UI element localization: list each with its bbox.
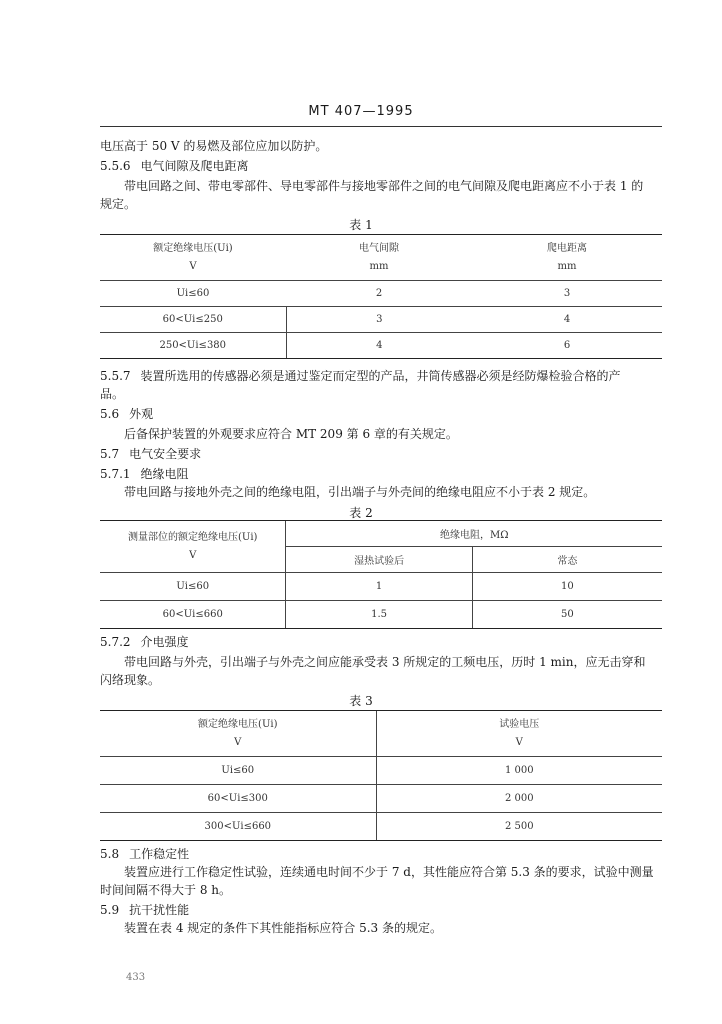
table-cell: Ui≤60 xyxy=(100,281,286,307)
table-row xyxy=(100,813,662,841)
paragraph-5-5-6: 带电回路之间、带电零部件、导电零部件与接地零部件之间的电气间隙及爬电距离应不小于表 1 的 xyxy=(124,179,644,193)
table-cell: 10 xyxy=(472,573,662,601)
paragraph-5-9: 装置在表 4 规定的条件下其性能指标应符合 5.3 条的规定。 xyxy=(124,921,442,935)
table-cell: Ui≤60 xyxy=(100,757,376,785)
table-group-header: 绝缘电阻，MΩ xyxy=(286,521,662,547)
table-row xyxy=(100,785,662,813)
section-title: 外观 xyxy=(129,407,154,421)
section-5-6 xyxy=(100,406,153,422)
table-row xyxy=(100,307,662,333)
table-cell: 4 xyxy=(286,333,472,359)
table-header-cell: 试验电压 V xyxy=(376,711,662,757)
paragraph-5-7-2-cont: 闪络现象。 xyxy=(100,673,161,687)
table-1 xyxy=(100,234,662,359)
section-title: 介电强度 xyxy=(140,635,189,649)
section-number: 5.7.1 xyxy=(100,467,131,481)
section-number: 5.9 xyxy=(100,903,120,917)
paragraph-5-7-2: 带电回路与外壳，引出端子与外壳之间应能承受表 3 所规定的工频电压，历时 1 min，应无击穿和 xyxy=(124,655,646,669)
section-number: 5.5.6 xyxy=(100,159,131,173)
section-title: 绝缘电阻 xyxy=(140,467,189,481)
table-cell: 2 000 xyxy=(376,785,662,813)
section-5-5-6 xyxy=(100,158,249,174)
table-header-cell: 爬电距离 mm xyxy=(472,235,662,281)
table-cell: 1.5 xyxy=(286,601,472,629)
table-row xyxy=(100,757,662,785)
paragraph-5-6: 后备保护装置的外观要求应符合 MT 209 第 6 章的有关规定。 xyxy=(124,427,458,441)
table-cell: 60<Ui≤300 xyxy=(100,785,376,813)
table-header-cell: 湿热试验后 xyxy=(286,547,472,573)
paragraph-5-5-7: 装置所选用的传感器必须是通过鉴定而定型的产品，井筒传感器必须是经防爆检验合格的产 xyxy=(140,369,621,383)
paragraph-5-7-1: 带电回路与接地外壳之间的绝缘电阻，引出端子与外壳间的绝缘电阻应不小于表 2 规定。 xyxy=(124,485,596,499)
table-1-caption: 表 1 xyxy=(349,218,373,232)
table-cell: 3 xyxy=(472,281,662,307)
section-number: 5.8 xyxy=(100,847,120,861)
table-cell: 2 500 xyxy=(376,813,662,841)
paragraph-5-5-7-cont: 品。 xyxy=(100,387,125,401)
paragraph-5-8-cont: 时间间隔不得大于 8 h。 xyxy=(100,883,231,897)
table-cell: 250<Ui≤380 xyxy=(100,333,286,359)
section-number: 5.5.7 xyxy=(100,369,131,383)
table-cell: 50 xyxy=(472,601,662,629)
table-3 xyxy=(100,710,662,841)
table-2 xyxy=(100,520,662,629)
table-cell: 60<Ui≤660 xyxy=(100,601,286,629)
paragraph-5-8: 装置应进行工作稳定性试验，连续通电时间不少于 7 d，其性能应符合第 5.3 条的要求，试验中测量 xyxy=(124,865,654,879)
section-5-7-1 xyxy=(100,466,189,482)
section-title: 工作稳定性 xyxy=(129,847,190,861)
table-cell: 2 xyxy=(286,281,472,307)
table-cell: Ui≤60 xyxy=(100,573,286,601)
table-cell: 4 xyxy=(472,307,662,333)
table-header-cell: 电气间隙 mm xyxy=(286,235,472,281)
page-number: 433 xyxy=(126,972,146,983)
table-cell: 60<Ui≤250 xyxy=(100,307,286,333)
table-cell: 3 xyxy=(286,307,472,333)
section-5-9 xyxy=(100,902,189,918)
table-row xyxy=(100,281,662,307)
table-header-cell: 额定绝缘电压(Ui) V xyxy=(100,711,376,757)
table-header-cell: 常态 xyxy=(472,547,662,573)
table-cell: 1 xyxy=(286,573,472,601)
section-5-7-2 xyxy=(100,634,189,650)
section-title: 电气间隙及爬电距离 xyxy=(140,159,249,173)
table-row xyxy=(100,333,662,359)
table-header-cell: 测量部位的额定绝缘电压(Ui) V xyxy=(100,521,286,573)
section-5-5-7 xyxy=(100,368,621,384)
section-5-8 xyxy=(100,846,189,862)
table-cell: 1 000 xyxy=(376,757,662,785)
table-cell: 6 xyxy=(472,333,662,359)
section-number: 5.7 xyxy=(100,447,120,461)
paragraph-protection: 电压高于 50 V 的易燃及部位应加以防护。 xyxy=(100,139,328,153)
table-3-caption: 表 3 xyxy=(349,694,373,708)
section-title: 抗干扰性能 xyxy=(129,903,190,917)
table-cell: 300<Ui≤660 xyxy=(100,813,376,841)
section-number: 5.6 xyxy=(100,407,120,421)
standard-header: MT 407—1995 xyxy=(308,104,414,119)
table-2-caption: 表 2 xyxy=(349,506,373,520)
table-row xyxy=(100,573,662,601)
section-number: 5.7.2 xyxy=(100,635,131,649)
section-5-7 xyxy=(100,446,201,462)
header-rule xyxy=(100,126,662,127)
table-header-cell: 额定绝缘电压(Ui) V xyxy=(100,235,286,281)
section-title: 电气安全要求 xyxy=(129,447,202,461)
table-row xyxy=(100,601,662,629)
paragraph-5-5-6-cont: 规定。 xyxy=(100,197,137,211)
